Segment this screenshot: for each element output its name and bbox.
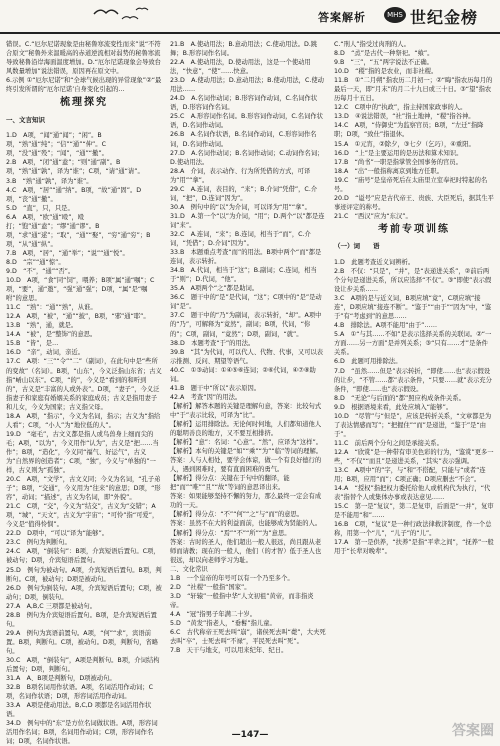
answer-item: 26.B A.名词作状语，B.名词作动词，C.形容词作名词，D.名词作动词。 [170,131,317,148]
answer-item: 6.C 古代称帝王死去叫“崩”，诸侯死去叫“薨”，大夫死去叫“卒”，士死去叫“不禄”，平民死去叫“死”。 [170,629,326,646]
answer-item: 14.A “被”，是“整饰”的意思。 [6,331,97,339]
answer-item: 28.B 例句为介宾短语后置句。B项，是介宾短语后置句。 [6,611,157,628]
page-number: —147— [231,730,269,740]
answer-item: 10.D A项，“食”同“饲”，喂养；B项“属”通“嘱”；C项，“要”，通“邀”，“强”通“强”；D项，“属”是“嘱咐”的意思。 [6,277,155,303]
answer-item: 13.C A项中“的”字，与“和”不搭配，只能与“或者”连用；B项，应用“而”；C项正确；D项应删去“不会”。 [334,467,486,484]
answer-item: 【解析】运用排除法。无论何时何地，人们都知道他人的聪明善良的地方，又不要互相排挤。 [170,420,322,438]
answer-item: 9.D 根据语境来看，此处应填入“能够”。 [334,403,453,411]
answer-item: 14.A “授权”指把权力委托给他人或机构代为执行，“代表”指替个人或集体办事或表达意见…… [334,485,491,502]
answer-item: 33.B 本题重点考查“而”的用法。B项中两个“而”都是连词，表示转折。 [170,249,322,266]
answer-item: 23.D A.使动用法；D.意动用法；B.使动用法，C.使动用法…… [170,77,324,94]
answer-item: 4.C A项，“居”“通“纳”。B项，“故”通“固”。D项，“丧”通“撤”。 [6,186,142,203]
answer-item: 37.C 题干中的“乃”为副词，表示转折，“却”。A项中的“乃”，可解释为“竟然”，副词；B项，代词，“你的”；C项，副词，“竟然”；D项，副词，“就”。 [170,312,322,338]
subsection-heading: （一）词 语 [334,242,380,251]
answer-item: 16.D “上”是主要运用的是历法和算术知识。 [334,149,463,157]
section-heading: 考前专项训练 [378,223,450,235]
answer-item: 11.B ①“二月朔”指农历二月初一；②“晦”指农历每月的最后一天，即“月末”的月二十九日或三十日。③“望”指农历每月十五日。 [334,77,493,103]
answer-item: 8.D “宗”“通“惊”。 [6,258,65,266]
answer-item: 【解析】得分点：“焉”“不”“所”“为”意思。 [170,529,291,537]
answer-item: 19.C “庙号”是皇帝死后在太庙里立室奉祀时特起的名号。 [334,176,488,193]
answer-item: 13.D ④说法错误，“社”指土地神，“稷”指谷神。 [334,113,475,121]
answer-item: 5.D “黄发”指老人，“垂髫”指儿童。 [170,620,276,627]
answer-item: 30.C A项，“倒装句”，A项是判断句。B项，介词结构后置句；D项，判断句。 [6,657,160,674]
answer-column-middle [170,40,326,726]
answer-item: 4.B 排除法。A项不能用“由于”…… [334,322,438,330]
answer-item: 5.A ①“与其……不如”是表示选择关系的关联词。②“一方面……另一方面”是并列关系；③“只有……才”是条件关系。 [334,331,492,357]
answer-item: 7.B 天干与地支，可以用来纪年、纪日。 [170,647,288,655]
answer-item: 8.D “烝”是古代一种祭祀。“飨”。 [334,50,434,58]
answer-item: 【解析】得分点：关键在于句中的翻译，能把“而”“唯”“且”“故”等词的意思译出来。 [170,475,290,492]
answer-item: 答案：如果能够坚持不懈的努力，那么最终一定会有成功的一天。 [170,493,322,510]
header-rule [0,32,500,34]
answer-item: 18.A “出”一般指称离京到地方任职。 [334,167,444,175]
answer-item: 16.B C项，“复议”是一种行政法律救济制度，作一个总称，用第一个“儿”，“儿子”的“儿”。 [334,521,492,538]
brand-title: 世纪金榜 [410,8,479,27]
answer-item: 21.C “西汉”应为“东汉”。 [334,212,412,220]
answer-item: 25.D 例句为被动句。A项，介宾短语后置句。B项，判断句。C项，被动句；D项是被动句。 [6,566,162,583]
birds-decoration-icon [92,4,152,26]
answer-item: 31.D A.第一个“以”为介词，“用”；D.两个“以”都是连词“来”。 [170,212,325,229]
answer-item: 30.A 例句中的“以”为介词，可以译为“用”“拿”。 [170,203,311,211]
answer-item: 错误。C.“厄尔尼诺现象是由秘鲁寒流变性而来”说“不符合原文”秘鲁外来温暖高的赤道逆流相对弱势的秘鲁寒流导致秘鲁沿岸海面温度增加。D.“厄尔尼诺现象会导致台风数量增加”说法错误，原因再在原文中。 [6,41,161,76]
answer-item: 27.A A,B,C 三项都是被动句。 [6,602,97,610]
answer-item: 32.C A.连词，“来”；B.连词，相当于“而”，C.介词，“凭借”；D.介词“因为”。 [170,230,311,248]
answer-item: 1.D A项，“闻”通“闻”；“闲”。B项，“熟”通“纯”；“信”“通”“伸”。C项，“没”通“殁”；“闻”，“通”“撤”。 [6,132,108,158]
answer-item: 13.B “熟”，通，就是。 [6,322,78,330]
answer-item: 12.A A项，“被”，“通”“披”，B项，“邪”通“耶”。 [6,313,150,321]
answer-item: 2.B A项，“闭”通“盍”；“则”通“副”。B项，“熟”通“孰”，译为“谁”；C项，“请”通“请”。 [6,159,144,176]
answer-item: 【解析】“意”：名词：“心意”。“然”，应译为“这样”。 [170,439,323,447]
answer-item: 34.B A.代词，相当于“这”；B.副词；C.连词，相当于“则”；D.代词，“他”。 [170,267,317,284]
answer-item: 24.C A项，“倒装句”：B项，介宾短语后置句。C项，被动句；D项，介宾短语后置句。 [6,548,160,565]
answer-item: 20.D “谥号”应是古代帝王、贵族、大臣死后，据其生平事迹评定的称号。 [334,194,494,211]
answer-item: 【解析】解答本题的关键是理解句意，答案：比较句式中“于”表示比较，可译为“比”。 [170,402,322,419]
answer-item: 24.D A.名词作动词；B.形容词作动词，C.名词作状语，D.形容词作名词。 [170,95,318,112]
page-header [0,0,500,34]
answer-item: 11.C 前后两个分句之间是承接关系。 [334,439,443,447]
answer-item: 34.D 例句中的“东”是方位名词做状语。A项，形容词活用作名词；B项，名词用作动词；C项，形容词作名词；D项，名词作状语。 [6,720,158,746]
answer-item: 15.C 第一是“复议”，第二是复审，后面是“一并”，复审是不能用“和”…… [334,503,494,520]
answer-item: 28.A 介词，表示动作、行为所凭借的方式，可译为“用”“拿”。 [170,167,311,184]
answer-item: 10.D “稷”指的是农业，而非社稷。 [334,68,438,76]
answer-item: 26.D 例句为倒装句。A项，介宾短语后置句；C项，被动句；D项，倒装句。 [6,584,162,601]
answer-item: 38.D 本题考查“于”的用法。 [170,339,255,347]
answer-item: 33.A A项是使动用法。B,C,D 项都是名词活用作状语。 [6,702,152,719]
answer-item: 3.C A项的是与近义词，B项应填“竟”，C项应填“接连”，D项应填“接连不断”。“鉴于”“由于”“因为”中，“鉴于”有“考虑到”的意思…… [334,295,492,321]
answer-item: 15.A ①元宵，②除夕，③七夕（乞巧），④重阳。 [334,140,475,148]
answer-column-right [334,40,494,726]
answer-item: 32.B B项名词用作状语。A项，名词活用作动词；C项，名词作状语；D项，形容词活用作动词。 [6,684,153,701]
answer-item: 20.C A项，“文学”，古文义同；今义为名词，“孔子弟子”；B项，“交通”，今义用为“往来”的意思；D项，“形容”，动词；“描述”，古义为名词，即“外貌”。 [6,476,161,502]
answer-item: 6.示例 ①“厄尔尼诺”和“全球气候出现的异常现象”②“最终引发所谓的“厄尔尼诺’自身变化引起的… [6,77,162,94]
answer-item: 6.D 此题可用排除法。 [334,358,402,366]
answer-item: 17.C A项：“三”“令”“二”（副词），在此句中是“些所的变故”（名词）。B项，“山东”，今义泛指山东省；古义指“崤山以东”。C项，“的”，今义是“看到的和听到的”，古义是“丰富的人或外表”。D项，“妻子”，今义泛指妻子和家庭有婚姻关系的家庭成员；古义是指用妻子和儿女，今义为国家；古义指父母。 [6,358,162,411]
answer-item: 31.A A、B项是判断句，D项被动句。 [6,675,116,683]
answer-item: 9.D “不”，“通”“否”。 [6,267,75,275]
answer-column-left [6,40,162,746]
answer-item: 40.C ①③动词：①④⑤⑥连词；②⑥代词，④⑦⑧助词。 [170,366,316,383]
answer-item: 16.D “亲”，动词，亲近。 [6,349,85,357]
answer-item: 10.D “尽管”与“但是”，应该是转折关系，“文章都是为了表达情感而写”；“把握住”“而”是递进，“鉴于”是“由于”。 [334,412,492,438]
answer-item: 42.A 考查“因”的用法。 [170,393,242,401]
answer-item: 2.D “社稷”一般指“国家”。 [170,583,251,591]
answer-item: 18.A A项，“指示”，今义为名词，指示；古义为“指给人看”；C项，“小人”为“地位低的人”。 [6,412,161,429]
answer-item: 8.D “无论”与后面的“都”照应构成条件关系。 [334,394,465,402]
answer-item: 【解析】本句的关键是“如”“乘”“为”“临”等词的理解。 [170,448,323,456]
answer-item: 22.D D项中，“可以”译为“能够”。 [6,530,109,538]
answer-item: 22.A A.使动用法，D.使动用法，这是一个使动用法，“快意”，“使”……快意。 [170,59,311,76]
subsection-heading: 一、文言知识 [6,115,45,124]
answer-item: 17.B “尚书”一职是指掌管全国事务的官员。 [334,158,462,166]
answer-item: 19.D “毫毛”，古文义都是指人或鸟兽身上细而尖的毛；A项，“以为”，今义用作“认为”，古义是“把……当作”；B项，“造化”，今义同“福气、好运气”，古义为“自然界的创造者”；C项，“独”，今义与“单独的”一样，古义则为“孤独”。 [6,430,159,475]
answer-item: 答案：人与人相处，要学会体谅，做一个有良好德行的人，遇到困难时，要有直面困难的勇气。 [170,457,322,474]
answer-item: 6.A A项，“欧”通“殴”，殴打；“饱”通“盍”；“缪”通“谬”。B项，“求”通“逑”；“取”，“通”“娶”，“穷”通“穷”；B项，“从”通“纵”。 [6,213,151,248]
answer-item: 27.D A.名词作动词；B.名词作动词；C.动词作名词；D.使动用法。 [170,149,324,166]
answer-item: 35.A A项两个“之”都是助词。 [170,285,259,293]
answer-item: 41.B 题干中“所以”表示原因。 [170,384,261,392]
answer-item: 12.A “欣赏”是一种带有审美色彩的行为，“鉴赏”更多一些，“不仅”“而且”是递进关系，“其实”表示强调。 [334,448,494,465]
answer-item: 1.B 一个皇帝的年号可以有一个乃至多个。 [170,574,294,582]
answer-item: 39.B “其”为代词，可以代人、代物、代事，又可以表示推测、反问、期望等语气。 [170,348,324,365]
answer-item: 14.C A项，“侍御史”为监察官员；B项，“左迁”指降职；D项，“致仕”指退休。 [334,122,484,139]
answer-item: 25.C A.形容词作名词。B.形容词作动词，C.名词作状语，D.名词作动词。 [170,113,323,130]
answer-item: 23.C 例句为判断句。 [6,539,71,547]
brand-logo-icon: MHS [384,7,406,23]
answer-item: 36.C 题干中的“是”是代词，“这”；C项中的“是”是动词“是”。 [170,294,322,311]
answer-item: 二、文化常识 [170,565,208,573]
answer-item: 【解析】得分点：“不”“何”“之”与“而”的意思。 [170,511,304,519]
answer-item: 3.B “熟”通“孰”，译为“谁”。 [6,177,93,185]
answer-item: 5.D “直”，只，只是。 [6,204,74,212]
answer-item: 12.C C项中的“执政”，指主持国家政事的人。 [334,104,467,112]
answer-item: 4.A “冠”指男子年满二十岁。 [170,610,257,618]
answer-item: 3.D “轩辕”一般指中华“人文初祖”黄帝，而非指炎帝。 [170,592,314,609]
section-tag: 答案解析 [318,11,366,24]
answer-item: 21.C C项，“交”，今义为“结交”，古义为“交错”；A项，“城”，“天文”，古义为“宇宙”；“可怜”指“可爱”，今义是“值得怜悯”。 [6,503,159,529]
answer-item: 11.C “熟”：“通”“熟”，从谁。 [6,304,97,312]
answer-item: 21.B A.使动用法；B.意动用法；C.使动用法。D.跳舞；B.形容词作名词。 [170,41,318,58]
answer-item: 答案：古时的圣人，他们超出一般人很远，尚且跟从老师而请教；现在的一般人，他们（的才智）低于圣人也很远，却以向老师学习为耻。 [170,538,322,564]
section-heading: 梳理探究 [60,97,108,109]
answer-item: 7.B A项，“居”，“通“举”；“说”“通“悦”。 [6,249,129,257]
answer-item: 2.B 不仅：“只是”，“并”，是“表递进关系”，②前后两个分句是递进关系，所以应选择“不仅”。③“即使”表示假设让步关系…… [334,267,492,294]
answer-item: 29.C A.连词，表目的，“来”；B.介词“凭借”，C.介词，“把”，D.连词“因为”。 [170,185,318,202]
answer-item: 15.B “皆”，是… [6,340,59,348]
answer-item: 7.D “虽然……但是”表示转折，“即使……也”表示假设的让步，“不管……都”表示条件，“只要……就”表示充分条件，“即使……也”表示假设。 [334,367,492,393]
answer-item: 29.A 例句为宾语前置句。A项，“何”“求”，宾语前置。B项，判断句。C项，被动句。D项，判断句，省略句。 [6,629,159,655]
answer-item: C.“刑人”指受过肉刑的人。 [334,41,410,48]
answer-item: 17.A 第一是供养，“扶养”是指“平辈之间”，“抚养”一般用于“长辈对晚辈”。 [334,539,494,556]
answer-item: 1.D 此题考查近义词辨析。 [334,258,415,266]
answer-item: 答案：虽然不在大的利益面前，也能够成为贤能的人。 [170,520,322,528]
answer-item: 9.B “三”，“五”两字说法不正确。 [334,59,433,67]
watermark: 答案圈 [452,723,494,739]
